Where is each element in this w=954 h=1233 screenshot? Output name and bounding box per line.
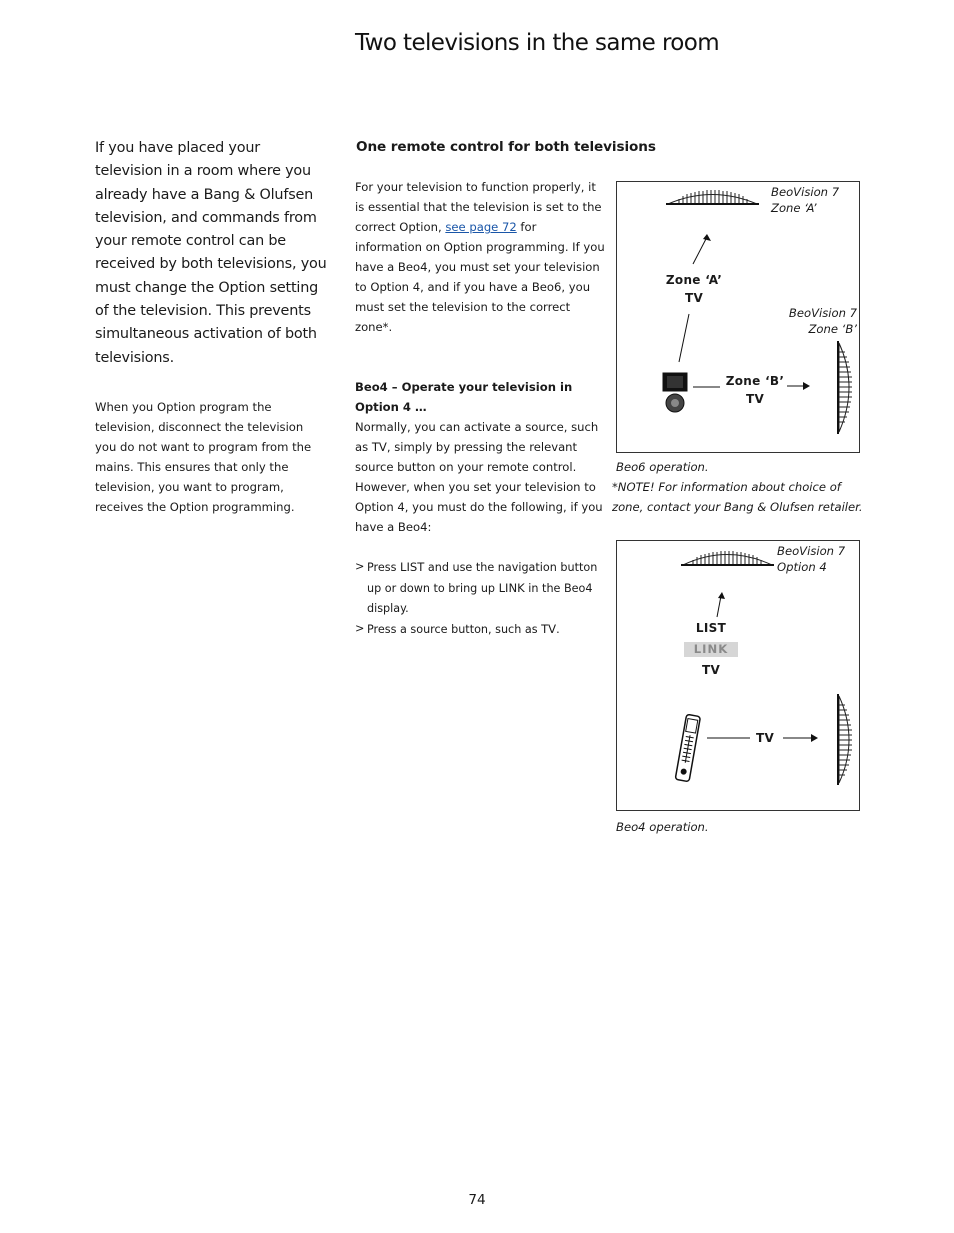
list-label: LIST	[695, 621, 727, 635]
page-title: Two televisions in the same room	[355, 30, 720, 56]
beo4-heading: Beo4 – Operate your television in Option 4 …	[355, 380, 573, 414]
beo4-paragraph: Normally, you can activate a source, such as TV, simply by pressing the relevant source button on your remote control. However, when you set your television to Option 4, you must do the following, if you have a Beo4:	[355, 420, 603, 534]
link-display: LINK	[684, 642, 738, 657]
beo4-caption: Beo4 operation.	[616, 820, 709, 834]
beo6-remote-icon	[663, 373, 687, 412]
step-text: .	[556, 623, 560, 636]
beo4-remote-icon	[675, 714, 700, 781]
tv-a-name: BeoVision 7	[771, 185, 840, 199]
up-arrow-icon	[693, 234, 711, 264]
section-heading: One remote control for both televisions	[356, 139, 656, 155]
step-text: and use the navigation button up or down to bring up	[367, 561, 598, 595]
instruction-step	[355, 557, 605, 619]
tv-b-zone: Zone ‘B’	[808, 322, 857, 336]
zone-a-tv-label: TV	[684, 291, 704, 305]
tv-b-icon	[838, 341, 852, 434]
tv-side-icon	[838, 694, 852, 785]
up-arrow-icon	[717, 592, 725, 617]
step-bullet: >	[355, 622, 365, 635]
zone-b-label: Zone ‘B’	[725, 374, 785, 388]
step-text: in the Beo4 display.	[367, 582, 593, 615]
step-keyword: LINK	[498, 581, 525, 595]
beo4-diagram-graphics	[617, 541, 859, 810]
step-keyword: TV	[541, 622, 557, 636]
zone-b-display	[718, 372, 792, 408]
tv-caption	[777, 543, 845, 575]
option-paragraph	[355, 177, 605, 337]
tv-icon	[681, 551, 774, 565]
zone-b-tv-label: TV	[745, 392, 765, 406]
tv-a-zone: Zone ‘A’	[771, 201, 817, 215]
step-text: Press	[367, 561, 400, 574]
tv-a-caption	[771, 184, 839, 216]
beo4-diagram	[616, 540, 860, 811]
side-tv-label: TV	[755, 731, 775, 745]
instruction-steps	[355, 557, 605, 640]
step-keyword: LIST	[400, 560, 425, 574]
see-page-link[interactable]: see page 72	[445, 220, 517, 234]
tv-b-name: BeoVision 7	[788, 306, 857, 320]
option-paragraph-text-end: for information on Option programming. If you have a Beo4, you must set your television to Option 4, and if you have a Beo6, you must set the television to the correct zone*.	[355, 220, 605, 334]
option-paragraph-text: For your television to function properly, it is essential that the television is set to the correct Option,	[355, 180, 602, 234]
beo6-diagram	[616, 181, 860, 453]
beo6-caption: Beo6 operation.	[616, 460, 709, 474]
tv-b-caption	[789, 305, 857, 337]
tv-display-label: TV	[701, 663, 721, 677]
instruction-step	[355, 619, 605, 640]
programming-note: When you Option program the television, disconnect the television you do not want to program from the mains. This ensures that only the television, you want to program, receives the Option programming.	[95, 400, 312, 514]
step-bullet: >	[355, 560, 365, 573]
tv-name: BeoVision 7	[777, 544, 846, 558]
right-arrow-icon	[783, 734, 818, 742]
tv-a-icon	[666, 190, 759, 204]
step-text: Press a source button, such as	[367, 623, 542, 636]
signal-line	[679, 314, 689, 362]
zone-a-label: Zone ‘A’	[665, 273, 723, 287]
intro-paragraph: If you have placed your television in a room where you already have a Bang & Olufsen television, and commands from your remote control can be received by both televisions, you must change the Option setting of the television. This prevents simultaneous activation of both televisions.	[95, 140, 327, 366]
tv-option: Option 4	[777, 560, 827, 574]
zone-note: *NOTE! For information about choice of zone, contact your Bang & Olufsen retailer.	[612, 480, 863, 514]
zone-a-display	[657, 271, 731, 307]
page-number: 74	[468, 1192, 486, 1208]
